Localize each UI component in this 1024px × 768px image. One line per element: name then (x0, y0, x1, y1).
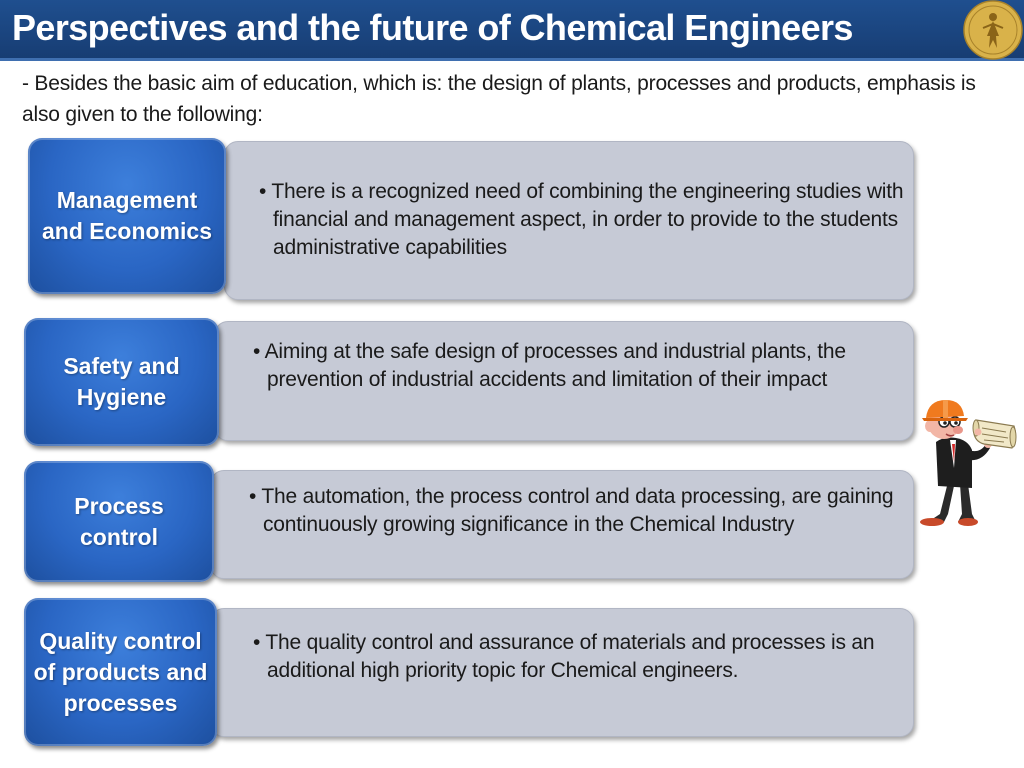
topic-badge-process-control (24, 461, 214, 582)
topic-panel-quality-control (210, 608, 914, 737)
topic-badge-management (28, 138, 226, 294)
topic-badge-safety (24, 318, 219, 446)
page-title: Perspectives and the future of Chemical Engineers (12, 7, 853, 48)
topic-panel-safety (214, 321, 914, 441)
topic-description: • Aiming at the safe design of processes and industrial plants, the prevention of industrial accidents and limitation of their impact (253, 340, 846, 391)
university-seal-icon (963, 0, 1023, 60)
topic-label: Safety and Hygiene (63, 353, 180, 410)
topic-description: • The automation, the process control and data processing, are gaining continuously growing significance in the Chemical Industry (249, 485, 894, 536)
topic-label: Process control (74, 492, 164, 550)
topic-panel-process-control (210, 470, 914, 579)
engineer-with-blueprint-icon (914, 390, 1020, 528)
topic-description: • There is a recognized need of combining the engineering studies with financial and management aspect, in order to provide to the students administrative capabilities (259, 180, 904, 259)
topic-label: Management and Economics (42, 187, 212, 244)
title-bar (0, 0, 1024, 61)
topic-description: • The quality control and assurance of materials and processes is an additional high priority topic for Chemical engineers. (253, 631, 875, 682)
topic-panel-management (224, 141, 914, 300)
topic-badge-quality-control (24, 598, 217, 746)
intro-text: - Besides the basic aim of education, which is: the design of plants, processes and products, emphasis is also given to the following: (22, 72, 976, 126)
topic-label: Quality control of products and processes (33, 627, 208, 716)
